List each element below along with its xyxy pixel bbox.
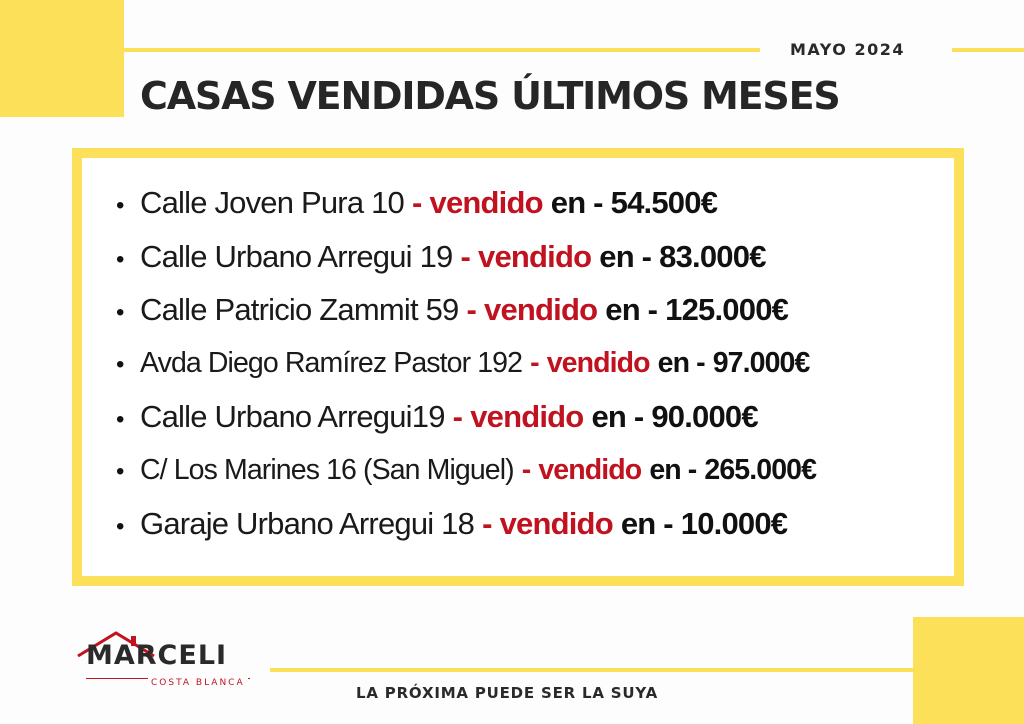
sale-separator: -: [482, 506, 492, 541]
sale-item: [116, 337, 816, 391]
sale-status: vendido: [546, 346, 650, 379]
bullet-icon: •: [116, 299, 124, 326]
sale-connector: en -: [605, 292, 658, 327]
sale-address: Garaje Urbano Arregui 18: [140, 506, 475, 541]
sale-item: [116, 230, 816, 284]
footer-slogan: LA PRÓXIMA PUEDE SER LA SUYA: [356, 684, 659, 702]
sale-price: 265.000€: [704, 453, 817, 486]
sale-separator: -: [452, 399, 463, 434]
sale-connector: en -: [550, 185, 603, 220]
sale-item: [116, 390, 816, 444]
brand-name: MARCELI: [86, 640, 228, 671]
sale-price: 90.000€: [651, 399, 758, 434]
sale-address: Calle Patricio Zammit 59: [140, 292, 459, 327]
sales-box: [72, 148, 964, 586]
sales-list: [116, 176, 816, 551]
sale-connector: en -: [657, 346, 705, 379]
sale-item: [116, 283, 816, 337]
sale-separator: -: [530, 346, 539, 379]
sale-connector: en -: [649, 453, 697, 486]
bullet-icon: •: [116, 406, 124, 433]
bottom-rule: [270, 668, 913, 672]
sale-status: vendido: [499, 506, 613, 541]
sale-address: Calle Urbano Arregui19: [140, 399, 445, 434]
sale-separator: -: [460, 238, 470, 274]
sale-connector: en -: [591, 399, 644, 434]
corner-decoration-bottom-right: [913, 617, 1024, 724]
sale-separator: -: [411, 185, 422, 220]
sale-separator: -: [521, 453, 531, 486]
sale-item: [116, 444, 816, 498]
sale-price: 10.000€: [680, 506, 788, 541]
sale-price: 125.000€: [665, 292, 789, 327]
sale-item: [116, 176, 816, 230]
bullet-icon: •: [116, 245, 124, 273]
sale-price: 54.500€: [610, 185, 718, 220]
bullet-icon: •: [116, 457, 124, 485]
bullet-icon: •: [116, 350, 124, 378]
brand-logo: [76, 630, 266, 690]
sale-status: vendido: [429, 185, 543, 220]
top-rule-right: [952, 48, 1024, 52]
sale-address: Calle Joven Pura 10: [140, 185, 404, 220]
page-title: CASAS VENDIDAS ÚLTIMOS MESES: [140, 74, 840, 118]
sale-status: vendido: [484, 292, 598, 327]
sale-item: [116, 497, 816, 551]
sale-address: C/ Los Marines 16 (San Miguel): [140, 453, 514, 486]
date-label: MAYO 2024: [790, 40, 905, 59]
corner-decoration-top-left: [0, 0, 124, 117]
bullet-icon: •: [116, 513, 124, 540]
sale-price: 83.000€: [659, 238, 766, 274]
sale-status: vendido: [478, 238, 592, 274]
bullet-icon: •: [116, 192, 124, 219]
top-rule-left: [124, 48, 760, 52]
sale-connector: en -: [620, 506, 673, 541]
sale-price: 97.000€: [712, 346, 810, 379]
sale-address: Calle Urbano Arregui 19: [140, 238, 453, 274]
sale-status: vendido: [538, 453, 642, 486]
sale-connector: en -: [599, 238, 652, 274]
sale-address: Avda Diego Ramírez Pastor 192: [140, 346, 523, 379]
sale-status: vendido: [470, 399, 584, 434]
sale-separator: -: [466, 292, 476, 327]
brand-subtitle: COSTA BLANCA: [148, 678, 248, 688]
